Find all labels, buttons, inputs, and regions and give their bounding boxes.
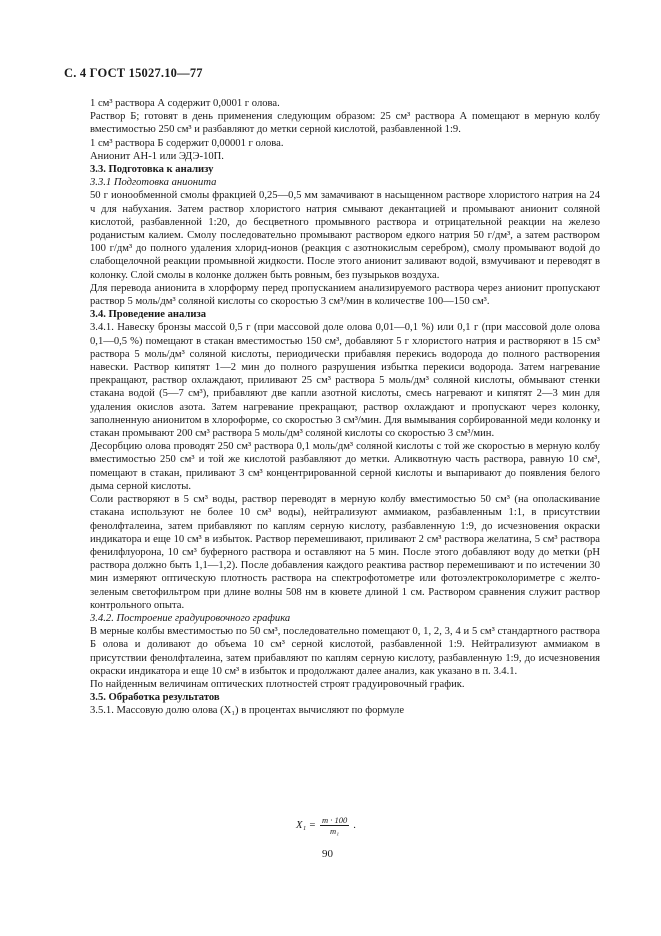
- paragraph: По найденным величинам оптических плотностей строят градуировочный график.: [90, 678, 465, 690]
- formula-numerator: m · 100: [321, 815, 348, 825]
- paragraph: 1 см³ раствора Б содержит 0,00001 г олова.: [90, 137, 284, 149]
- paragraph: 3.4.1. Навеску бронзы массой 0,5 г (при массовой доле олова 0,01—0,1 %) или 0,1 г (при массовой доле олова 0,1—0,5 %) помещают в стакан вместимостью 150 см³, добавляют 5 г хлористого натрия и растворяют в 15 см³ раствора 5 моль/дм³ соляной кислоты, периодически прибавляя перекись водорода до полного растворения навески. Раствор кипятят 1—2 мин до полного разрушения избытка перекиси водорода. Затем нагревание прекращают, раствор охлаждают, приливают 25 см³ раствора 5 моль/дм³ соляной кислоты, обмывают стенки стакана водой (5—7 см³), прибавляют две капли азотной кислоты, смесь нагревают и кипятят 2—3 мин для удаления окислов азота. Затем нагревание прекращают, раствор охлаждают и пропускают через колонку, заполненную анионитом в хлороформе, со скоростью 3 см³/мин. Для вымывания сорбированной меди колонку и стакан промывают 200 см³ раствора 5 моль/дм³ соляной кислоты со скоростью 3 см³/мин.: [90, 322, 600, 440]
- formula-lhs: X₁ =: [296, 820, 316, 831]
- subsection-heading: 3.3.1 Подготовка анионита: [90, 177, 217, 189]
- subsection-heading: 3.4.2. Построение градуировочного графика: [90, 612, 291, 624]
- document-body: [90, 97, 600, 718]
- formula-fraction: [320, 815, 349, 836]
- paragraph: Раствор Б; готовят в день применения следующим образом: 25 см³ раствора А помещают в мерную колбу вместимостью 250 см³ и разбавляют до метки серной кислотой, разбавленной 1:9.: [90, 111, 600, 136]
- paragraph: В мерные колбы вместимостью по 50 см³, последовательно помещают 0, 1, 2, 3, 4 и 5 см³ стандартного раствора Б олова и доливают до объема 10 см³ серной кислотой, разбавленной 1:9. Нейтрализуют аммиаком в присутствии фенолфталеина, затем прибавляют по каплям серную кислоту, разбавленную 1:9, до исчезновения окраски индикатора и еще 10 см³ в избыток и продолжают далее анализ, как указано в п. 3.4.1.: [90, 626, 600, 677]
- section-heading: 3.3. Подготовка к анализу: [90, 164, 214, 176]
- section-heading: 3.5. Обработка результатов: [90, 692, 220, 704]
- formula: [296, 815, 356, 836]
- page-number: 90: [322, 848, 333, 860]
- paragraph: Десорбцию олова проводят 250 см³ раствора 0,1 моль/дм³ соляной кислоты с той же скоростью в мерную колбу вместимостью 250 см³ и той же кислотой разбавляют до метки. Аликвотную часть раствора, равную 10 см³, помещают в стакан, приливают 3 см³ концентрированной серной кислоты и выпаривают до появления белого дыма серной кислоты.: [90, 441, 600, 492]
- paragraph: Для перевода анионита в хлорформу перед пропусканием анализируемого раствора через анионит пропускают раствор 5 моль/дм³ соляной кислоты со скоростью 3 см³/мин в количестве 100—150 см³.: [90, 282, 600, 308]
- paragraph: Анионит АН-1 или ЭДЭ-10П.: [90, 150, 224, 162]
- paragraph: 50 г ионообменной смолы фракцией 0,25—0,5 мм замачивают в насыщенном растворе хлористого натрия на 24 ч для набухания. Затем раствор хлористого натрия смывают декантацией и промывают анионит соляной кислотой, разбавленной 1:20, до бесцветного промывного раствора и отрицательной реакции на железо роданистым калием. Смолу последовательно промывают раствором едкого натрия 50 г/дм³, а затем раствором 100 г/дм³ до полного удаления хлорид-ионов (реакция с азотнокислым серебром), смолу промывают водой до слабощелочной реакции промывной жидкости. После этого анионит заливают водой, взмучивают и переводят в колонку. Слой смолы в колонке должен быть ровным, без пузырьков воздуха.: [90, 190, 600, 281]
- paragraph: 1 см³ раствора А содержит 0,0001 г олова.: [90, 98, 280, 109]
- formula-denominator: m₁: [330, 826, 340, 836]
- section-heading: 3.4. Проведение анализа: [90, 309, 206, 321]
- page-header: С. 4 ГОСТ 15027.10—77: [64, 66, 203, 80]
- paragraph: 3.5.1. Массовую долю олова (X₁) в процентах вычисляют по формуле: [90, 705, 405, 717]
- paragraph: Соли растворяют в 5 см³ воды, раствор переводят в мерную колбу вместимостью 50 см³ (на ополаскивание стакана используют не более 10 см³ воды), нейтрализуют аммиаком, разбавленным 1:1, в присутствии фенолфталеина, затем прибавляют по каплям серную кислоту, разбавленную 1:9, до исчезновения окраски индикатора и еще 10 см³ в избыток. Раствор перемешивают, приливают 2 см³ раствора желатина, 5 см³ раствора фенилфлуорона, 10 см³ буферного раствора и оставляют на 5 мин. После этого добавляют воду до метки (pH раствора должно быть 1,1—1,2). После добавления каждого реактива раствор перемешивают и по истечении 30 мин измеряют оптическую плотность раствора на спектрофотометре или фотоэлектроколориметре с желто-зеленым светофильтром при длине волны 508 нм в кювете длиной 1 см. Раствором сравнения служит раствор контрольного опыта.: [90, 494, 600, 611]
- formula-tail: .: [353, 820, 356, 831]
